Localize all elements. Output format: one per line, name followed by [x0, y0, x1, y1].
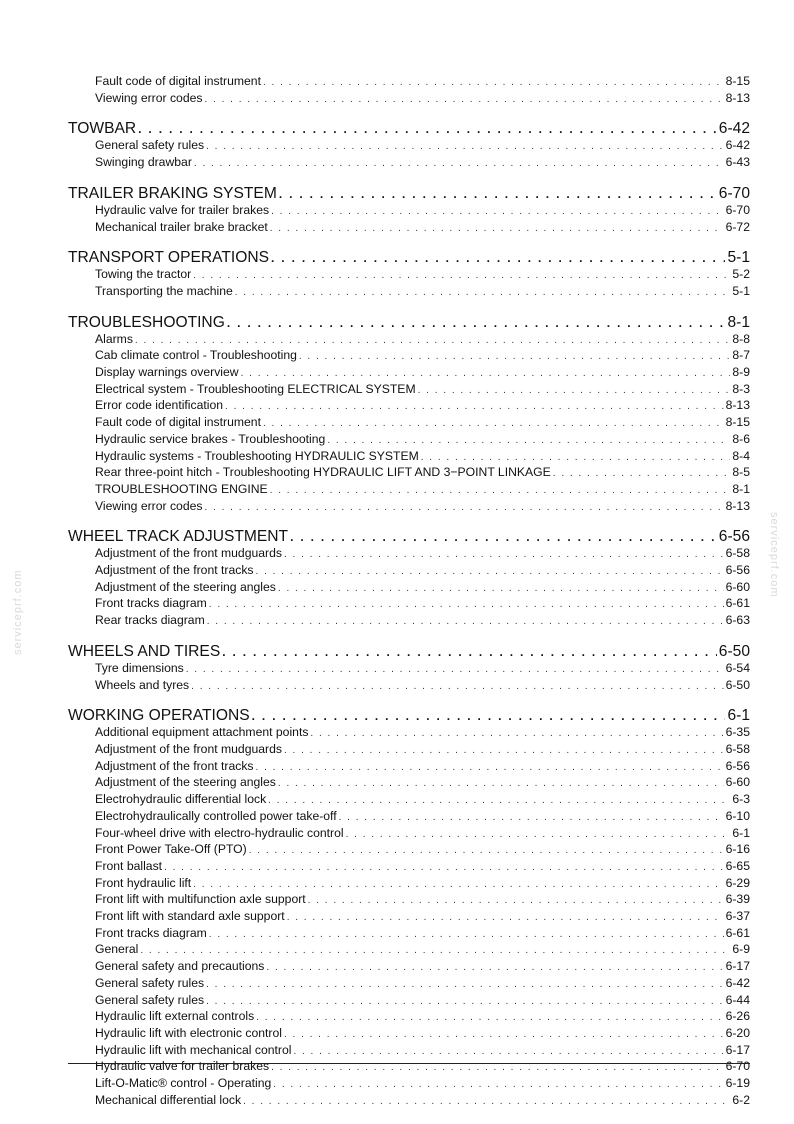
dot-leader: [243, 1094, 730, 1110]
toc-section-heading[interactable]: [68, 707, 750, 725]
toc-entry[interactable]: [68, 348, 750, 365]
toc-title: TOWBAR: [68, 120, 137, 138]
dot-leader: [263, 75, 724, 91]
toc-entry[interactable]: [68, 596, 750, 613]
dot-leader: [293, 1044, 723, 1060]
toc-page-number: 6-29: [725, 875, 750, 890]
dot-leader: [256, 760, 724, 776]
toc-title: Additional equipment attachment points: [95, 725, 309, 740]
toc-page-number: 6-63: [725, 613, 750, 628]
dot-leader: [270, 483, 731, 499]
toc-entry[interactable]: [68, 926, 750, 943]
toc-entry[interactable]: [68, 482, 750, 499]
toc-entry[interactable]: [68, 332, 750, 349]
dot-leader: [164, 860, 724, 876]
toc-page-number: 6-19: [725, 1076, 750, 1091]
watermark-left: serviceprf.com: [12, 569, 24, 655]
toc-title: Rear tracks diagram: [95, 613, 205, 628]
toc-title: Swinging drawbar: [95, 155, 192, 170]
toc-title: Front lift with multifunction axle support: [95, 892, 306, 907]
toc-page-number: 6-2: [732, 1092, 750, 1107]
toc-entry[interactable]: [68, 959, 750, 976]
toc-page-number: 6-61: [725, 596, 750, 611]
toc-page-number: 8-15: [725, 415, 750, 430]
dot-leader: [206, 139, 724, 155]
toc-entry[interactable]: [68, 138, 750, 155]
toc-title: Electrical system - Troubleshooting ELECTRICAL SYSTEM: [95, 381, 416, 396]
toc-section-heading[interactable]: [68, 120, 750, 138]
toc-page-number: 6-1: [727, 707, 750, 725]
dot-leader: [421, 450, 731, 466]
dot-leader: [207, 614, 724, 630]
toc-entry[interactable]: [68, 398, 750, 415]
toc-title: Four-wheel drive with electro-hydraulic control: [95, 825, 344, 840]
dot-leader: [252, 708, 726, 725]
toc-entry[interactable]: [68, 546, 750, 563]
toc-entry[interactable]: [68, 155, 750, 172]
toc-page-number: 6-58: [725, 741, 750, 756]
toc-section-heading[interactable]: [68, 249, 750, 267]
toc-page-number: 6-70: [718, 184, 750, 202]
dot-leader: [278, 581, 724, 597]
toc-title: General safety rules: [95, 138, 205, 153]
toc-title: Mechanical differential lock: [95, 1092, 242, 1107]
toc-title: General safety rules: [95, 992, 205, 1007]
dot-leader: [249, 843, 724, 859]
toc-entry[interactable]: [68, 826, 750, 843]
toc-entry[interactable]: [68, 759, 750, 776]
toc-title: Hydraulic systems - Troubleshooting HYDRAULIC SYSTEM: [95, 448, 419, 463]
toc-entry[interactable]: [68, 842, 750, 859]
toc-section-heading[interactable]: [68, 185, 750, 203]
dot-leader: [186, 662, 724, 678]
toc-title: Hydraulic lift with mechanical control: [95, 1042, 292, 1057]
toc-title: General safety and precautions: [95, 959, 265, 974]
dot-leader: [193, 268, 730, 284]
toc-entry[interactable]: [68, 613, 750, 630]
toc-title: WHEELS AND TIRES: [68, 642, 221, 660]
table-of-contents: [68, 74, 750, 1109]
toc-page-number: 8-5: [732, 465, 750, 480]
toc-title: General safety rules: [95, 975, 205, 990]
toc-entry[interactable]: [68, 91, 750, 108]
toc-title: General: [95, 942, 139, 957]
toc-page-number: 6-42: [725, 138, 750, 153]
dot-leader: [222, 644, 717, 661]
toc-entry[interactable]: [68, 1076, 750, 1093]
toc-title: Wheels and tyres: [95, 677, 190, 692]
toc-page-number: 6-26: [725, 1009, 750, 1024]
toc-section-heading[interactable]: [68, 528, 750, 546]
toc-title: Fault code of digital instrument: [95, 74, 261, 88]
toc-title: Error code identification: [95, 398, 224, 413]
dot-leader: [205, 500, 724, 516]
toc-entry[interactable]: [68, 678, 750, 695]
dot-leader: [284, 547, 724, 563]
dot-leader: [206, 977, 724, 993]
toc-title: Fault code of digital instrument: [95, 415, 261, 430]
dot-leader: [290, 529, 717, 546]
toc-page-number: 8-3: [732, 381, 750, 396]
toc-page-number: 8-4: [732, 448, 750, 463]
toc-entry[interactable]: [68, 563, 750, 580]
toc-title: Electrohydraulically controlled power take-off: [95, 808, 337, 823]
footer-rule: [68, 1063, 750, 1064]
dot-leader: [270, 221, 724, 237]
toc-page-number: 6-56: [725, 758, 750, 773]
toc-page-number: 6-65: [725, 858, 750, 873]
toc-page-number: 8-13: [725, 498, 750, 513]
toc-page-number: 6-50: [725, 677, 750, 692]
toc-page-number: 5-1: [727, 249, 750, 267]
dot-leader: [287, 910, 724, 926]
toc-page-number: 6-42: [718, 120, 750, 138]
dot-leader: [256, 564, 724, 580]
dot-leader: [553, 466, 731, 482]
toc-page-number: 5-1: [732, 283, 750, 298]
toc-title: Transporting the machine: [95, 283, 233, 298]
toc-entry[interactable]: [68, 465, 750, 482]
toc-entry[interactable]: [68, 284, 750, 301]
dot-leader: [310, 726, 723, 742]
toc-entry[interactable]: [68, 909, 750, 926]
toc-title: Adjustment of the front tracks: [95, 563, 254, 578]
dot-leader: [327, 433, 730, 449]
watermark-right: serviceprf.com: [768, 512, 780, 598]
toc-title: Viewing error codes: [95, 498, 203, 513]
toc-title: Tyre dimensions: [95, 660, 184, 675]
toc-title: TRANSPORT OPERATIONS: [68, 249, 270, 267]
dot-leader: [308, 893, 724, 909]
toc-page-number: 8-7: [732, 348, 750, 363]
toc-title: TROUBLESHOOTING ENGINE: [95, 481, 268, 496]
toc-page-number: 8-15: [725, 74, 750, 88]
dot-leader: [271, 250, 725, 267]
toc-page-number: 6-35: [725, 725, 750, 740]
toc-title: Hydraulic service brakes - Troubleshooting: [95, 431, 326, 446]
dot-leader: [225, 399, 724, 415]
toc-entry[interactable]: [68, 365, 750, 382]
toc-entry[interactable]: [68, 775, 750, 792]
toc-title: Front tracks diagram: [95, 925, 207, 940]
toc-page-number: 8-1: [732, 481, 750, 496]
toc-entry[interactable]: [68, 859, 750, 876]
dot-leader: [138, 121, 717, 138]
toc-title: Front Power Take-Off (PTO): [95, 842, 247, 857]
toc-entry[interactable]: [68, 1093, 750, 1110]
toc-entry[interactable]: [68, 976, 750, 993]
dot-leader: [227, 315, 726, 332]
toc-title: Adjustment of the steering angles: [95, 775, 276, 790]
toc-page-number: 6-43: [725, 155, 750, 170]
toc-page-number: 6-72: [725, 219, 750, 234]
toc-title: Front tracks diagram: [95, 596, 207, 611]
toc-entry[interactable]: [68, 203, 750, 220]
toc-title: Rear three-point hitch - Troubleshooting HYDRAULIC LIFT AND 3−POINT LINKAGE: [95, 465, 551, 480]
toc-page-number: 6-10: [725, 808, 750, 823]
dot-leader: [278, 776, 724, 792]
toc-entry[interactable]: [68, 267, 750, 284]
toc-title: TROUBLESHOOTING: [68, 313, 225, 331]
toc-entry[interactable]: [68, 742, 750, 759]
toc-entry[interactable]: [68, 1059, 750, 1076]
toc-page-number: 6-16: [725, 842, 750, 857]
toc-page-number: 8-1: [727, 313, 750, 331]
dot-leader: [194, 156, 724, 172]
dot-leader: [268, 793, 730, 809]
toc-title: Adjustment of the front mudguards: [95, 546, 282, 561]
dot-leader: [418, 383, 731, 399]
toc-title: TRAILER BRAKING SYSTEM: [68, 184, 277, 202]
toc-title: Electrohydraulic differential lock: [95, 792, 267, 807]
toc-entry[interactable]: [68, 942, 750, 959]
dot-leader: [241, 366, 731, 382]
toc-entry[interactable]: [68, 792, 750, 809]
toc-page-number: 6-20: [725, 1025, 750, 1040]
dot-leader: [346, 827, 731, 843]
toc-page-number: 6-54: [725, 660, 750, 675]
toc-page-number: 6-3: [732, 792, 750, 807]
dot-leader: [266, 960, 723, 976]
dot-leader: [299, 349, 731, 365]
toc-page-number: 6-61: [725, 925, 750, 940]
toc-entry[interactable]: [68, 432, 750, 449]
toc-title: Hydraulic valve for trailer brakes: [95, 1059, 270, 1074]
toc-title: Viewing error codes: [95, 90, 203, 105]
toc-page-number: 6-70: [725, 1059, 750, 1074]
dot-leader: [191, 679, 723, 695]
toc-page-number: 8-6: [732, 431, 750, 446]
dot-leader: [256, 1010, 723, 1026]
toc-title: Cab climate control - Troubleshooting: [95, 348, 297, 363]
toc-entry[interactable]: [68, 809, 750, 826]
toc-page-number: 8-9: [732, 365, 750, 380]
toc-entry[interactable]: [68, 876, 750, 893]
dot-leader: [135, 333, 730, 349]
dot-leader: [284, 1027, 724, 1043]
toc-entry[interactable]: [68, 892, 750, 909]
toc-title: Front hydraulic lift: [95, 875, 192, 890]
toc-entry[interactable]: [68, 499, 750, 516]
dot-leader: [209, 927, 724, 943]
toc-page-number: 6-39: [725, 892, 750, 907]
toc-entry[interactable]: [68, 725, 750, 742]
toc-title: WORKING OPERATIONS: [68, 707, 250, 725]
toc-page-number: 5-2: [732, 267, 750, 282]
toc-page-number: 6-56: [718, 528, 750, 546]
dot-leader: [235, 285, 731, 301]
toc-page-number: 8-13: [725, 90, 750, 105]
toc-page-number: 6-17: [725, 959, 750, 974]
toc-title: WHEEL TRACK ADJUSTMENT: [68, 528, 289, 546]
toc-entry[interactable]: [68, 220, 750, 237]
dot-leader: [206, 994, 724, 1010]
toc-page-number: 6-60: [725, 775, 750, 790]
toc-page-number: 6-70: [725, 202, 750, 217]
toc-page-number: 6-50: [718, 642, 750, 660]
dot-leader: [271, 204, 724, 220]
dot-leader: [205, 92, 724, 108]
toc-entry[interactable]: [68, 1009, 750, 1026]
toc-entry[interactable]: [68, 449, 750, 466]
toc-page-number: 6-42: [725, 975, 750, 990]
toc-entry[interactable]: [68, 382, 750, 399]
toc-page-number: 6-17: [725, 1042, 750, 1057]
toc-title: Hydraulic valve for trailer brakes: [95, 202, 270, 217]
dot-leader: [273, 1077, 723, 1093]
toc-title: Hydraulic lift external controls: [95, 1009, 255, 1024]
dot-leader: [284, 743, 724, 759]
toc-entry[interactable]: [68, 1026, 750, 1043]
toc-title: Hydraulic lift with electronic control: [95, 1025, 282, 1040]
toc-page-number: 6-9: [732, 942, 750, 957]
dot-leader: [209, 597, 724, 613]
toc-entry[interactable]: [68, 661, 750, 678]
toc-entry[interactable]: [68, 993, 750, 1010]
toc-title: Lift-O-Matic® control - Operating: [95, 1076, 272, 1091]
toc-title: Front lift with standard axle support: [95, 909, 285, 924]
toc-page-number: 8-8: [732, 331, 750, 346]
toc-section-heading[interactable]: [68, 643, 750, 661]
toc-entry[interactable]: [68, 74, 750, 91]
toc-page-number: 6-60: [725, 579, 750, 594]
toc-page-number: 6-1: [732, 825, 750, 840]
toc-section-heading[interactable]: [68, 314, 750, 332]
toc-page-number: 8-13: [725, 398, 750, 413]
toc-page-number: 6-44: [725, 992, 750, 1007]
toc-title: Adjustment of the front mudguards: [95, 741, 282, 756]
toc-page-number: 6-58: [725, 546, 750, 561]
toc-entry[interactable]: [68, 1043, 750, 1060]
toc-title: Display warnings overview: [95, 365, 239, 380]
dot-leader: [279, 186, 717, 203]
toc-page-number: 6-56: [725, 563, 750, 578]
toc-entry[interactable]: [68, 580, 750, 597]
toc-entry[interactable]: [68, 415, 750, 432]
dot-leader: [339, 810, 724, 826]
dot-leader: [193, 877, 723, 893]
dot-leader: [140, 943, 730, 959]
toc-title: Alarms: [95, 331, 133, 346]
toc-title: Adjustment of the steering angles: [95, 579, 276, 594]
toc-title: Adjustment of the front tracks: [95, 758, 254, 773]
dot-leader: [263, 416, 724, 432]
toc-title: Front ballast: [95, 858, 163, 873]
toc-page-number: 6-37: [725, 909, 750, 924]
toc-title: Towing the tractor: [95, 267, 192, 282]
toc-title: Mechanical trailer brake bracket: [95, 219, 268, 234]
